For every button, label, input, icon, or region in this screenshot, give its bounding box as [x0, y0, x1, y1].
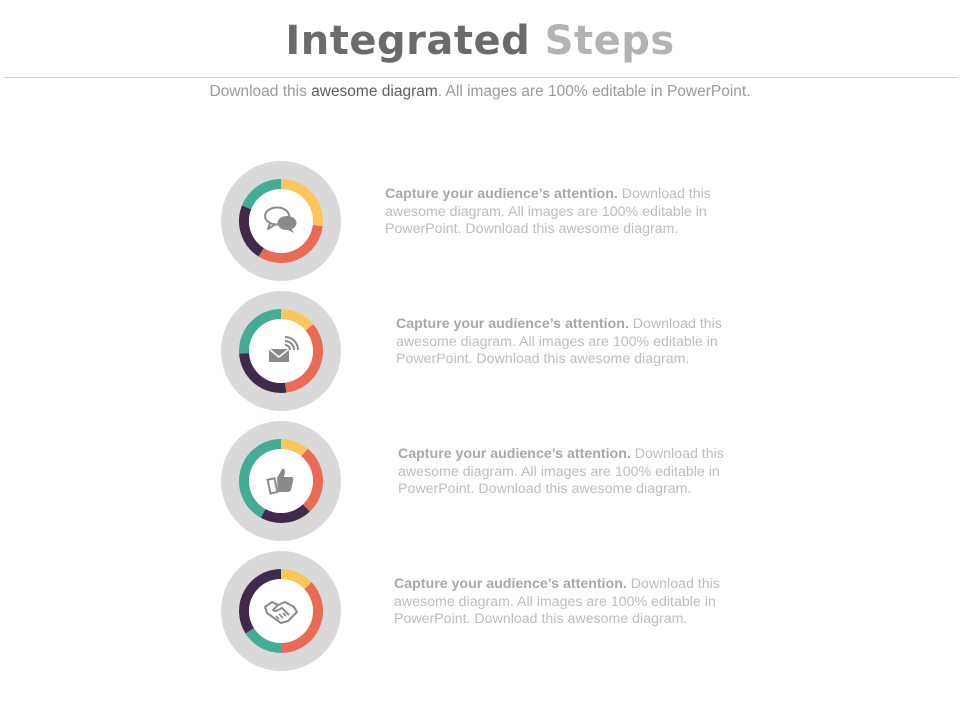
thumbs-up-icon [261, 463, 301, 499]
step-4-donut [221, 551, 341, 671]
step-2-lead: Capture your audience’s attention. [396, 316, 629, 332]
step-4-lead: Capture your audience’s attention. [394, 576, 627, 592]
step-2-text [396, 316, 741, 369]
subtitle-pre: Download this [209, 83, 307, 100]
handshake-icon [261, 593, 301, 629]
subtitle-emphasis: awesome diagram [311, 83, 438, 100]
title-word-1: Integrated [285, 18, 531, 64]
step-2-donut [221, 291, 341, 411]
step-3-donut [221, 421, 341, 541]
wifi-envelope-icon [261, 333, 301, 369]
page-title [0, 18, 960, 64]
step-4-body: Download this awesome diagram. All images are 100% editable in PowerPoint. Download this awesome diagram. [394, 576, 720, 628]
title-word-2: Steps [544, 18, 675, 64]
step-1-body: Download this awesome diagram. All images are 100% editable in PowerPoint. Download this awesome diagram. [385, 186, 711, 238]
subtitle [0, 83, 960, 101]
step-3-lead: Capture your audience’s attention. [398, 446, 631, 462]
title-divider [4, 77, 958, 78]
subtitle-post: . All images are 100% editable in PowerPoint. [437, 83, 751, 100]
step-2-body: Download this awesome diagram. All images are 100% editable in PowerPoint. Download this awesome diagram. [396, 316, 722, 368]
step-4-text [394, 576, 739, 629]
step-1-lead: Capture your audience’s attention. [385, 186, 618, 202]
step-1-text [385, 186, 730, 239]
speech-bubbles-icon [261, 203, 301, 239]
step-3-body: Download this awesome diagram. All images are 100% editable in PowerPoint. Download this awesome diagram. [398, 446, 724, 498]
step-3-text [398, 446, 743, 499]
step-1-donut [221, 161, 341, 281]
